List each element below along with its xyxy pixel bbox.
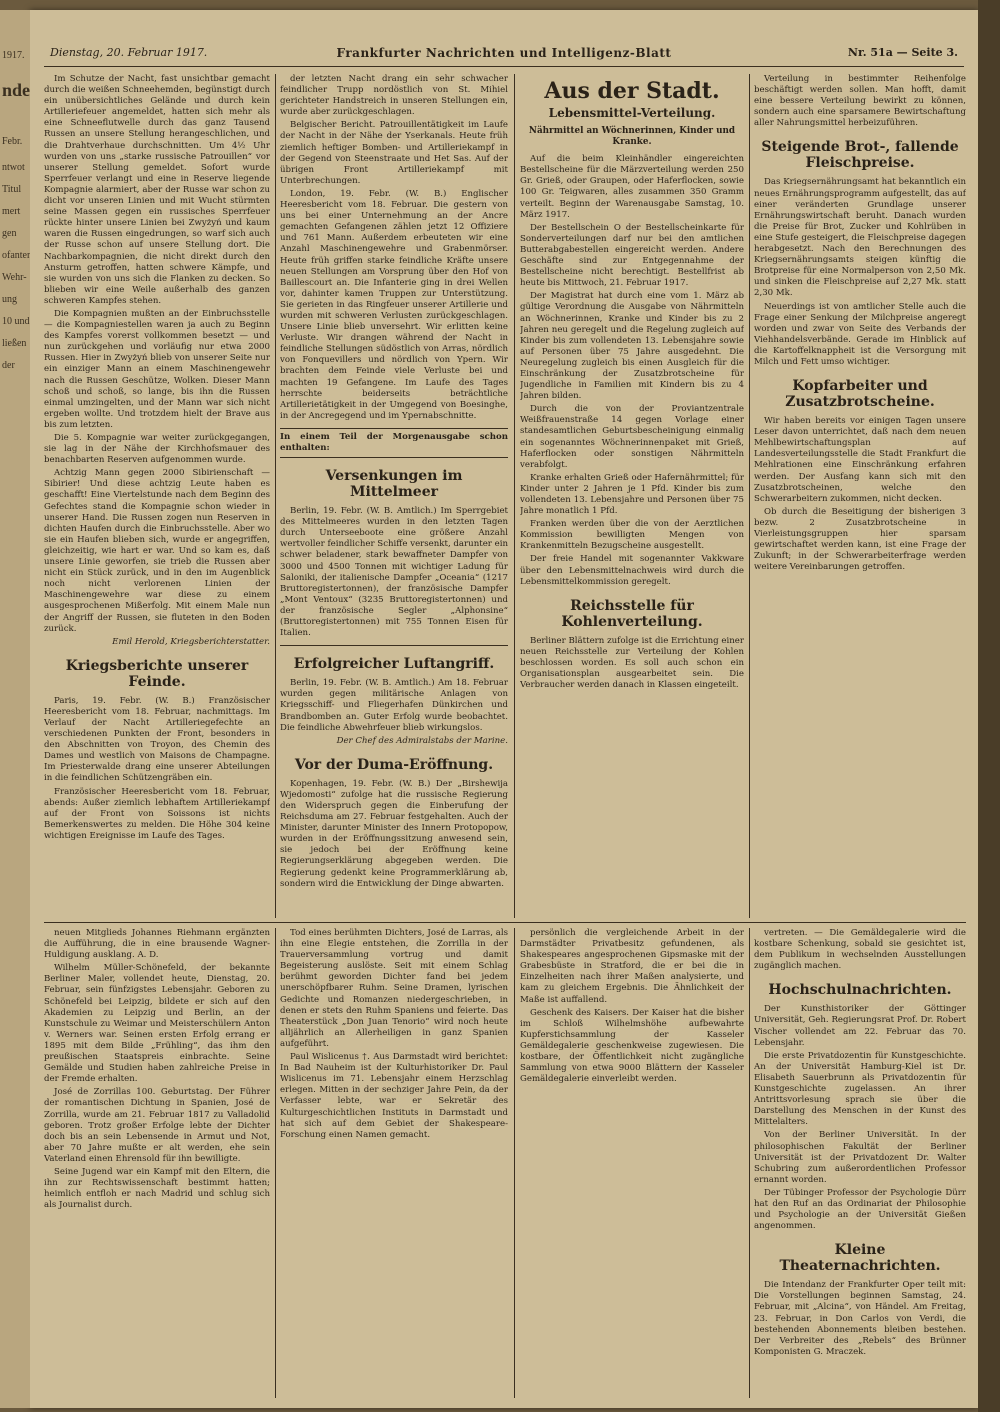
page-header <box>44 40 964 67</box>
article-paragraph: Geschenk des Kaisers. Der Kaiser hat die bisher im Schloß Wilhelmshöhe aufbewahrte Kupferstichsammlung der Kasseler Gemäldegalerie geschenkweise zugewiesen. Die kostbare, der Öffentlichkeit nicht zugängliche Sammlung von etwa 9000 Blättern der Kasseler Gemäldegalerie einverleibt werden. <box>520 1007 744 1085</box>
column-2 <box>280 74 508 918</box>
article-paragraph: Paul Wislicenus †. Aus Darmstadt wird berichtet: In Bad Nauheim ist der Kulturhistoriker Dr. Paul Wislicenus im 71. Lebensjahr einem Herzschlag erlegen. Mitten in der sechziger Jahre Pein, da der Verfasser lebte, war er Sekretär des Kulturgeschichtlichen Instituts in Darmstadt und hat sich auf dem Gebiet der Shakespeare-Forschung einen Namen gemacht. <box>280 1052 508 1140</box>
article-signature: Der Chef des Admiralstabs der Marine. <box>336 735 508 746</box>
article-paragraph: Von der Berliner Universität. In der philosophischen Fakultät der Berliner Universität ist der Privatdozent Dr. Walter Schubring zum außerordentlichen Professor ernannt worden. <box>754 1130 966 1185</box>
binding-edge <box>978 0 1000 1412</box>
column-1 <box>44 74 270 918</box>
article-heading: Erfolgreicher Luftangriff. <box>293 656 495 673</box>
section-divider <box>44 922 966 923</box>
strip-fragment: nde <box>2 80 30 100</box>
article-paragraph: Neuerdings ist von amtlicher Stelle auch die Frage einer Senkung der Milchpreise angeregt worden und zwar von Seite des Verbands der Viehhandelsverbände. Gerade im Hinblick auf die Kartoffelknappheit ist die Versorgung mit Milch und Fett umso wichtiger. <box>754 301 966 367</box>
section-heading: Aus der Stadt. <box>544 78 720 104</box>
article-paragraph: Kopenhagen, 19. Febr. (W. B.) Der „Birshewija Wjedomosti“ zufolge hat die russische Regierung den Widerspruch gegen die Einberufung der Reichsduma am 27. Februar festgehalten. Auch der Minister, darunter Minister des Innern Protopopow, wurden in der Eröffnungssitzung anwesend sein, sie jedoch bei der Eröffnung keine Regierungserklärung abgegeben werden. Die Regierung gedenkt keine Programmerklärung ab, sondern wird die Entwicklung der Dinge abwarten. <box>280 778 508 889</box>
column-4 <box>754 74 966 918</box>
article-paragraph: Tod eines berühmten Dichters, José de Larras, als ihn eine Elegie entstehen, die Zorrilla in der Trauerversammlung vortrug und damit Begeisterung auslöste. Seit mit einem Schlag berühmt geworden Dichter fand bei jedem unerschöpfbarer Ruhm. Seine Dramen, lyrischen Gedichte und Romanzen niedergeschrieben, in denen er stets den Ruhm Spaniens und feierte. Das Theaterstück „Don Juan Tenorio“ wird noch heute alljährlich an Allerheiligen in ganz Spanien aufgeführt. <box>280 928 508 1049</box>
feuilleton-column-3 <box>520 928 744 1398</box>
article-heading: Steigende Brot-, fallende Fleischpreise. <box>761 139 959 172</box>
article-paragraph: neuen Mitglieds Johannes Riehmann ergänzten die Aufführung, die in eine brausende Wagner-Huldigung ausklang. A. D. <box>44 928 270 961</box>
article-heading: Kriegsberichte unserer Feinde. <box>65 657 249 690</box>
strip-fragment: ofanter <box>2 250 30 261</box>
column-divider <box>749 74 750 918</box>
article-heading: Vor der Duma-Eröffnung. <box>294 756 494 773</box>
strip-fragment: mert <box>2 206 21 217</box>
strip-fragment: ung <box>2 294 17 305</box>
article-heading: Versenkungen im Mittelmeer <box>325 468 463 501</box>
article-paragraph: Im Schutze der Nacht, fast unsichtbar gemacht durch die weißen Schneehemden, begünstigt durch ein unübersichtliches Gelände und durch kein Artilleriefeuer angemeldet, hatten sich mehr als eine Schneeflutwelle durch das ganz Tausend Russen an unsere Stellung herangeschlichen, und die Drahtverhaue durchschnitten. Um 4½ Uhr wurden von uns „starke russische Patrouillen“ vor unserer Stellung gemeldet. Sofort wurde Sperrfeuer verlangt und eine in Reserve liegende Kompagnie alarmiert, aber der Russe war schon zu dicht vor unseren Linien und mit Wucht stürmten seine Massen gegen ein russisches Sperrfeuer rückte hinter unsere Linien bei Zwyżyń und kaum waren die Russen eingedrungen, so warf sich auch der Russe schon auf unsere Stellung dort. Die Nachbarkompagnien, die nicht direkt durch den Ansturm getroffen, hatten schwere Kämpfe, und sie wurden von uns sich die Flanken zu decken. So blieben wir eine Weile außerhalb des ganzen schweren Kampfes stehen. <box>44 74 270 306</box>
column-3 <box>520 74 744 918</box>
article-paragraph: José de Zorrillas 100. Geburtstag. Der Führer der romantischen Dichtung in Spanien, José de Zorrilla, wurde am 21. Februar 1817 zu Valladolid geboren. Trotz großer Erfolge lebte der Dichter doch bis an sein Lebensende in Armut und Not, aber 70 Jahre mußte er alt werden, ehe sein Vaterland einen Ehrensold für ihn bewilligte. <box>44 1087 270 1164</box>
article-paragraph: Franken werden über die von der Aerztlichen Kommission bewilligten Mengen von Krankenmitteln Bezugscheine ausgestellt. <box>520 519 744 552</box>
article-paragraph: Paris, 19. Febr. (W. B.) Französischer Heeresbericht vom 18. Februar, nachmittags. Im Verlauf der Nacht Artilleriegefechte an verschiedenen Punkten der Front, besonders in den Abschnitten von Troyon, des Chemin des Dames und westlich von Maisons de Champagne. Im Priesterwalde drang eine unserer Abteilungen in die feindlichen Schützengräben ein. <box>44 695 270 784</box>
article-paragraph: Das Kriegsernährungsamt hat bekanntlich ein neues Ernährungsprogramm aufgestellt, das auf einer veränderten Grundlage unserer Ernährungswirtschaft beruht. Danach wurden die Preise für Brot, Zucker und Kohlrüben in eine Stufe gesteigert, die Fleischpreise dagegen herabgesetzt. Nach den Berechnungen des Kriegsernährungsamts steigen künftig die Brotpreise für eine Normalperson von 2,50 Mk. und sinken die Fleischpreise auf 2,27 Mk. statt 2,30 Mk. <box>754 177 966 299</box>
newspaper-page <box>30 10 978 1408</box>
article-heading: Kleine Theaternachrichten. <box>779 1242 941 1275</box>
section-subheading: Lebensmittel-Verteilung. <box>548 106 716 120</box>
strip-fragment: gen <box>2 228 17 239</box>
article-paragraph: Auf die beim Kleinhändler eingereichten Bestellscheine für die Märzverteilung werden 250 Gr. Grieß, oder Graupen, oder Haferflocken, sowie 100 Gr. Teigwaren, alles zusammen 350 Gramm verteilt. Beginn der Warenausgabe Samstag, 10. März 1917. <box>520 154 744 220</box>
column-divider <box>275 928 276 1398</box>
article-paragraph: der letzten Nacht drang ein sehr schwacher feindlicher Trupp nordöstlich von St. Mihiel gerichteter Handstreich in unseren Stellungen ein, wurde aber zurückgeschlagen. <box>280 74 508 118</box>
article-paragraph: Durch die von der Proviantzentrale Weißfrauenstraße 14 gegen Vorlage einer standesamtlichen Geburtsbescheinigung einmalig ein sogenanntes Wöchnerinnenpaket mit Grieß, Haferflocken oder sonstigen Nährmitteln verabfolgt. <box>520 404 744 470</box>
strip-fragment: Febr. <box>2 136 23 147</box>
article-paragraph: Verteilung in bestimmter Reihenfolge beschäftigt werden sollen. Man hofft, damit eine bessere Verteilung bewirkt zu können, sondern auch eine sparsamere Bewirtschaftung aller Nahrungsmittel herbeizuführen. <box>754 74 966 129</box>
article-heading: Hochschulnachrichten. <box>768 982 952 999</box>
feuilleton-column-1 <box>44 928 270 1398</box>
article-paragraph: Die 5. Kompagnie war weiter zurückgegangen, sie lag in der Nähe der Kirchhofsmauer des benachbarten Reserven aufgenommen wurde. <box>44 433 270 466</box>
article-paragraph: Berlin, 19. Febr. (W. B. Amtlich.) Im Sperrgebiet des Mittelmeeres wurden in den letzten Tagen durch Unterseeboote eine größere Anzahl wertvoller feindlicher Schiffe versenkt, darunter ein schwer beladener, stark bewaffneter Dampfer von 3000 und 4500 Tonnen mit wichtiger Ladung für Saloniki, der italienische Dampfer „Oceania“ (1217 Bruttoregistertonnen), der französische Dampfer „Mont Ventoux“ (3235 Bruttoregistertonnen) und der französische Segler „Alphonsine“ (Bruttoregistertonnen) mit 755 Tonnen Eisen für Italien. <box>280 506 508 639</box>
article-paragraph: Ob durch die Beseitigung der bisherigen 3 bezw. 2 Zusatzbrotscheine in Vierleistungsgruppen hier sparsam gewirtschaftet werden kann, ist eine Frage der Zukunft; in der Schwerarbeiterfrage werden weitere Vereinbarungen getroffen. <box>754 506 966 573</box>
column-divider <box>275 74 276 918</box>
article-paragraph: Wilhelm Müller-Schönefeld, der bekannte Berliner Maler, vollendet heute, Dienstag, 20. Februar, sein fünfzigstes Lebensjahr. Geboren zu Schönefeld bei Leipzig, bildete er sich auf den Akademien zu Leipzig und Berlin, an der Kunstschule zu Weimar und Meisterschülern Anton v. Werners war. Seinen ersten Erfolg errang er 1895 mit dem Bilde „Frühling“, das ihm den preußischen Staatspreis einbrachte. Seine Gemälde und Studien haben zahlreiche Preise in der Fremde erhalten. <box>44 963 270 1085</box>
article-subline: Nährmittel an Wöchnerinnen, Kinder und Kranke. <box>528 126 736 148</box>
strip-fragment: 10 und <box>2 316 30 327</box>
header-date: Dienstag, 20. Februar 1917. <box>50 46 208 59</box>
newspaper-title: Frankfurter Nachrichten und Intelligenz-Blatt <box>336 46 672 60</box>
strip-fragment: Wehr- <box>2 272 27 283</box>
column-divider <box>749 928 750 1398</box>
article-paragraph: Der freie Handel mit sogenannter Vakkware über den Lebensmittelnachweis wird durch die Lebensmittelkommission geregelt. <box>520 554 744 587</box>
strip-fragment: ntwot <box>2 162 25 173</box>
article-paragraph: Der Magistrat hat durch eine vom 1. März ab gültige Verordnung die Ausgabe von Nährmitteln an Wöchnerinnen, Kranke und Kinder bis zu 2 Jahren neu geregelt und die Regelung zugleich auf Kinder bis zum vollendeten 13. Lebensjahre sowie auf Personen über 75 Jahre ausgedehnt. Die Neuregelung zugleich bis einen Ausgleich für die Einschränkung der Zusatzbrotscheine für Jugendliche in Familien mit Kindern bis zu 4 Jahren bilden. <box>520 291 744 402</box>
article-paragraph: Berliner Blättern zufolge ist die Errichtung einer neuen Reichsstelle zur Verteilung der Kohlen beschlossen worden. Es soll auch schon ein Organisationsplan ausgearbeitet sein. Die Verbraucher werden danach in Klassen eingeteilt. <box>520 635 744 691</box>
article-paragraph: Seine Jugend war ein Kampf mit den Eltern, die ihn zur Rechtswissenschaft bestimmt hatten; heimlich entfloh er nach Madrid und schlug sich als Journalist durch. <box>44 1166 270 1211</box>
article-paragraph: Die erste Privatdozentin für Kunstgeschichte. An der Universität Hamburg-Kiel ist Dr. Elisabeth Sauerbrunn als Privatdozentin für Kunstgeschichte zugelassen. An ihrer Antrittsvorlesung sprach sie über die Darstellung des Menschen in der Kunst des Mittelalters. <box>754 1050 966 1128</box>
article-paragraph: Achtzig Mann gegen 2000 Sibirienschaft — Sibirier! Und diese achtzig Leute haben es geschafft! Eine Viertelstunde nach dem Beginn des Gefechtes stand die Kompagnie schon wieder in unserer Hand. Die Russen zogen nun Reserven in dichten Haufen durch die Einbruchsstelle. Aber wo sie ein Haufen blieben sich, wurde er angegriffen, gleichzeitig, wie hart er war. Und so kam es, daß unsere Linie geworfen, sie trieb die Russen aber nicht ein Stück zurück, und in den im Augenblick noch nicht verlorenen Linien der Maschinengewehre war diese zu einem ausgesprochenen Mißerfolg. Mit einem Male nun der Angriff der Russen, sie fluteten in den Boden zurück. <box>44 468 270 634</box>
adjacent-page-strip <box>0 10 30 1408</box>
strip-fragment: 1917. <box>2 50 25 61</box>
page-number: Nr. 51a — Seite 3. <box>847 46 958 59</box>
feuilleton-column-2 <box>280 928 508 1398</box>
article-paragraph: vertreten. — Die Gemäldegalerie wird die kostbare Schenkung, sobald sie gesichtet ist, dem Publikum in wechselnden Ausstellungen zugänglich machen. <box>754 928 966 972</box>
article-signature: Emil Herold, Kriegsberichterstatter. <box>112 636 270 647</box>
feuilleton-column-4 <box>754 928 966 1398</box>
strip-fragment: Titul <box>2 184 22 195</box>
article-paragraph: Kranke erhalten Grieß oder Hafernährmittel; für Kinder unter 2 Jahren je 1 Pfd. Kinder bis zum vollendeten 13. Lebensjahre und Personen über 75 Jahre monatlich 1 Pfd. <box>520 472 744 517</box>
article-heading: Kopfarbeiter und Zusatzbrotscheine. <box>785 378 935 411</box>
column-divider <box>514 74 515 918</box>
strip-fragment: der <box>2 360 15 371</box>
article-heading: Reichsstelle für Kohlenverteilung. <box>561 597 703 630</box>
article-paragraph: Die Intendanz der Frankfurter Oper teilt mit: Die Vorstellungen beginnen Samstag, 24. Februar, mit „Alcina“, von Händel. Am Freitag, 23. Februar, in Don Carlos von Verdi, die bestehenden Abonnements bleiben bestehen. Der Verbreiter des „Rebels“ des Brünner Komponisten G. Mraczek. <box>754 1280 966 1357</box>
article-paragraph: Wir haben bereits vor einigen Tagen unsere Leser davon unterrichtet, daß nach dem neuen Mehlbewirtschaftungsplan auf Landesverteilungsstelle die Stadt Frankfurt die Mehlrationen eine Einschränkung erfahren werden. Der Ausfang kann sich mit den Zusatzbrotscheinen, welche den Schwerarbeitern zukommen, nicht decken. <box>754 416 966 504</box>
article-paragraph: Berlin, 19. Febr. (W. B. Amtlich.) Am 18. Februar wurden gegen militärische Anlagen von Kriegsschiff- und Fliegerhafen Dünkirchen und Brandbomben an. Guter Erfolg wurde beobachtet. Die feindliche Abwehrfeuer blieb wirkungslos. <box>280 678 508 733</box>
article-paragraph: Belgischer Bericht. Patrouillentätigkeit im Laufe der Nacht in der Nähe der Yserkanals. Heute früh ziemlich heftiger Bomben- und Artilleriekampf in der Gegend von Steenstraate und Het Sas. Auf der übrigen Front Artilleriekampf mit Unterbrechungen. <box>280 120 508 186</box>
article-paragraph: persönlich die vergleichende Arbeit in der Darmstädter Privatbesitz gefundenen, als Shakespeares angesprochenen Gipsmaske mit der Grabesbüste in Stratford, die er bei die in Einzelheiten nach ihrer Maßen analysierte, und kam zu gleichem Ergebnis. Die Ähnlichkeit der Maße ist auffallend. <box>520 928 744 1005</box>
article-paragraph: Die Kompagnien mußten an der Einbruchsstelle — die Kompagniestellen waren ja auch zu Beginn des Kampfes vorerst vollkommen besetzt — und nun zurückgehen und vorläufig nur etwa 2000 Russen. Hier in Zwyżyń blieb von unserer Seite nur ein einziger Mann an einem Maschinengewehr nach die Russen Geschütze, Wolken. Dieser Mann schoß und schoß, so lange, bis ihn die Russen einmal umzingelten, und der Mann war sich nicht ergeben wollte. Und trotzdem hielt der Brave aus bis zum letzten. <box>44 308 270 430</box>
strip-fragment: ließen <box>2 338 27 349</box>
article-paragraph: Der Kunsthistoriker der Göttinger Universität, Geh. Regierungsrat Prof. Dr. Robert Vischer vollendet am 22. Februar das 70. Lebensjahr. <box>754 1004 966 1048</box>
article-rule <box>280 645 508 646</box>
article-paragraph: London, 19. Febr. (W. B.) Englischer Heeresbericht vom 18. Februar. Die gestern von uns bei einer Unternehmung an der Ancre gemachten Gefangenen zählen jetzt 12 Offiziere und 761 Mann. Außerdem erbeuteten wir eine Anzahl Maschinengewehre und Grabenmörser. Heute früh griffen starke feindliche Kräfte unsere neuen Stellungen am Vorsprung über den Hof von Baillescourt an. Die Infanterie ging in drei Wellen vor, dahinter kamen Truppen zur Unterstützung. Sie gerieten in das Ringfeuer unserer Artillerie und wurden mit schweren Verlusten zurückgeschlagen. Unsere Linie blieb unversehrt. Wir erlitten keine Verluste. Wir drangen während der Nacht in feindliche Stellungen südöstlich von Arras, nördlich von Fonquevillers und nördlich von Ypern. Wir brachten dem Feinde viele Verluste bei und machten 19 Gefangene. Im Laufe des Tages herrschte beiderseits beträchtliche Artillerietätigkeit in der Umgegend von Boesinghe, in der Ancregegend und im Ypernabschnitte. <box>280 188 508 421</box>
notice-box: In einem Teil der Morgenausgabe schon enthalten: <box>280 428 508 458</box>
article-paragraph: Der Tübinger Professor der Psychologie Dürr hat den Ruf an das Ordinariat der Philosophie und Psychologie an der Universität Gießen angenommen. <box>754 1187 966 1232</box>
article-paragraph: Französischer Heeresbericht vom 18. Februar, abends: Außer ziemlich lebhaftem Artilleriekampf auf der Front von Soissons ist nichts Bemerkenswertes zu melden. Die Höhe 304 keine wichtigen Ereignisse im Laufe des Tages. <box>44 786 270 841</box>
column-divider <box>514 928 515 1398</box>
article-paragraph: Der Bestellschein O der Bestellscheinkarte für Sonderverteilungen darf nur bei den amtlichen Butterabgabestellen eingereicht werden. Andere Geschäfte sind zur Entgegennahme der Bestellscheine nicht berechtigt. Bestellfrist ab heute bis Mittwoch, 21. Februar 1917. <box>520 222 744 289</box>
